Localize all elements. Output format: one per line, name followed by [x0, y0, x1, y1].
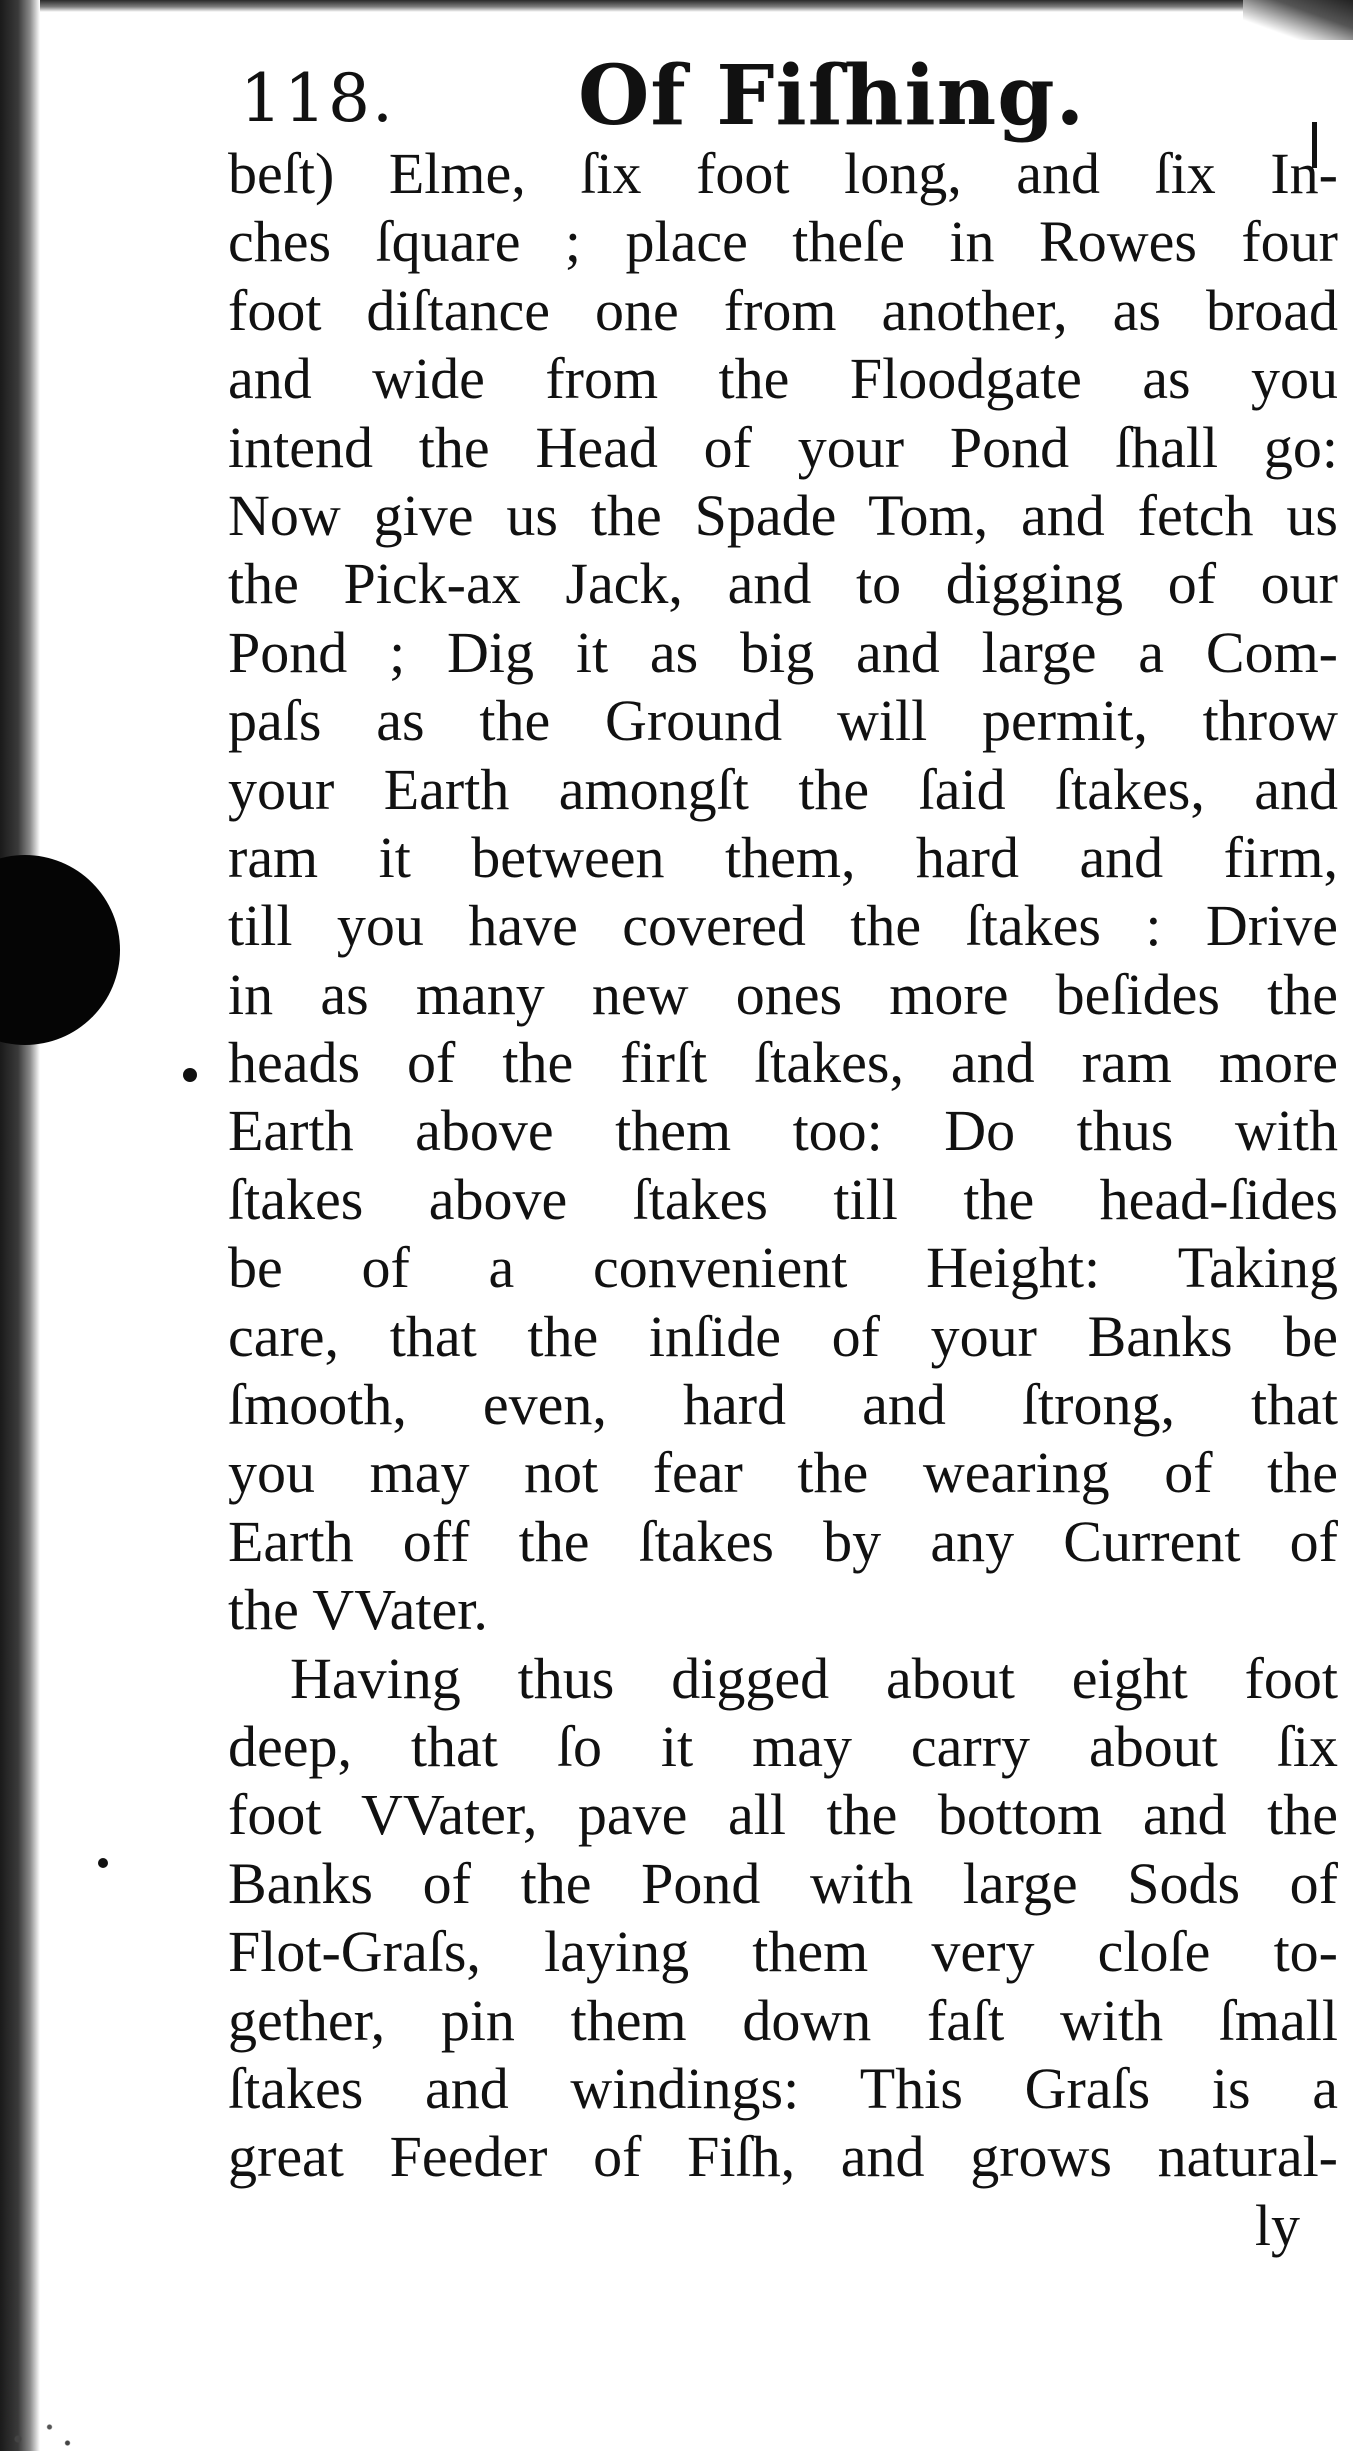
- text-line: your Earth amongſt the ſaid ſtakes, and: [228, 756, 1338, 822]
- text-line: Flot-Graſs, laying them very cloſe to-: [228, 1919, 1338, 1985]
- paragraph-end-line: the VVater.: [228, 1577, 488, 1643]
- text-line: deep, that ſo it may carry about ſix: [228, 1713, 1338, 1779]
- text-line: foot VVater, pave all the bottom and the: [228, 1782, 1338, 1848]
- text-line: till you have covered the ſtakes : Drive: [228, 893, 1338, 959]
- text-line: intend the Head of your Pond ſhall go:: [228, 414, 1338, 480]
- margin-dot-mark: [98, 1858, 108, 1868]
- text-line: gether, pin them down faſt with ſmall: [228, 1987, 1338, 2053]
- paragraph-start-line: Having thus digged about eight foot: [290, 1645, 1338, 1711]
- text-line: great Feeder of Fiſh, and grows natural-: [228, 2124, 1338, 2190]
- page-corner-shadow: [1243, 0, 1353, 40]
- text-line: care, that the inſide of your Banks be: [228, 1303, 1338, 1369]
- binding-hole-mark: [0, 855, 120, 1045]
- scan-specks: [0, 2411, 90, 2451]
- catchword-line: ly: [1254, 2192, 1300, 2258]
- text-line: Earth above them too: Do thus with: [228, 1098, 1338, 1164]
- text-line: ſtakes and windings: This Graſs is a: [228, 2055, 1338, 2121]
- text-line: Banks of the Pond with large Sods of: [228, 1850, 1338, 1916]
- text-line: foot diſtance one from another, as broad: [228, 277, 1338, 343]
- text-line: and wide from the Floodgate as you: [228, 346, 1338, 412]
- text-line: Pond ; Dig it as big and large a Com-: [228, 619, 1338, 685]
- running-title: Of Fiſhing.: [578, 48, 1086, 144]
- text-line: ram it between them, hard and firm,: [228, 824, 1338, 890]
- text-line: in as many new ones more beſides the: [228, 961, 1338, 1027]
- page-top-edge-shadow: [0, 0, 1353, 12]
- margin-bullet-mark: [183, 1068, 197, 1082]
- page-left-edge-shadow: [0, 0, 40, 2451]
- page-number: 118.: [240, 60, 395, 137]
- text-line: the Pick-ax Jack, and to digging of our: [228, 551, 1338, 617]
- text-line: ſtakes above ſtakes till the head-ſides: [228, 1166, 1338, 1232]
- body-text: [228, 140, 1338, 2260]
- text-line: ſmooth, even, hard and ſtrong, that: [228, 1372, 1338, 1438]
- text-line: paſs as the Ground will permit, throw: [228, 688, 1338, 754]
- text-line: be of a convenient Height: Taking: [228, 1235, 1338, 1301]
- text-line: ches ſquare ; place theſe in Rowes four: [228, 209, 1338, 275]
- text-line: you may not fear the wearing of the: [228, 1440, 1338, 1506]
- text-line: beſt) Elme, ſix foot long, and ſix In-: [228, 141, 1338, 206]
- text-line: heads of the firſt ſtakes, and ram more: [228, 1030, 1338, 1096]
- text-line: Now give us the Spade Tom, and fetch us: [228, 482, 1338, 548]
- text-line: Earth off the ſtakes by any Current of: [228, 1508, 1338, 1574]
